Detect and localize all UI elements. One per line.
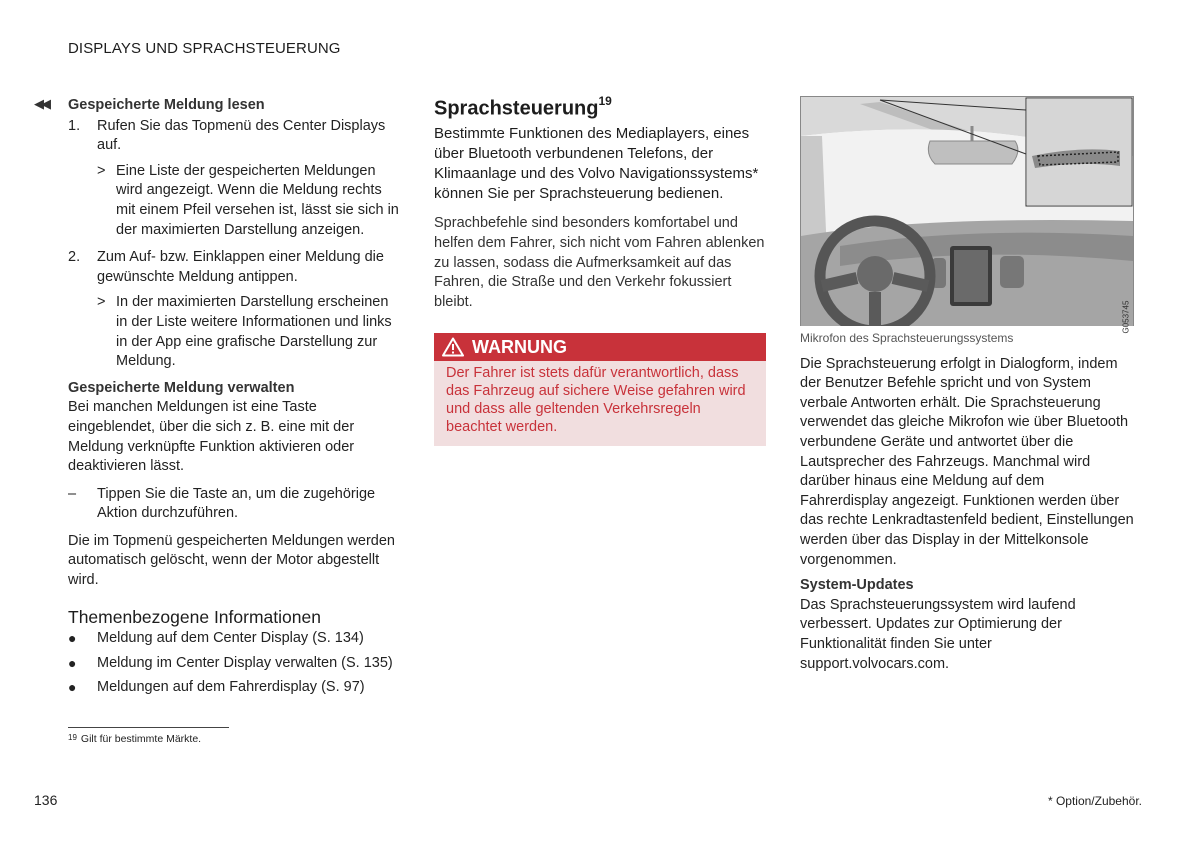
subheading-read-message: Gespeicherte Meldung lesen — [68, 97, 265, 113]
footnote-text: Gilt für bestimmte Märkte. — [80, 733, 202, 745]
bullet-icon: ● — [68, 679, 77, 696]
result-marker: > — [97, 294, 106, 311]
page-number: 136 — [34, 792, 58, 808]
right-column — [800, 96, 1134, 674]
step-text: Rufen Sie das Topmenü des Center Displays auf. — [97, 117, 386, 154]
step-2 — [68, 248, 403, 287]
subheading-manage-message: Gespeicherte Meldung verwalten — [68, 379, 295, 396]
warning-triangle-icon — [434, 337, 472, 357]
footnote-number: 19 — [68, 733, 77, 742]
warning-body — [434, 361, 766, 446]
footnote-ref[interactable]: 19 — [598, 94, 612, 108]
page-title — [434, 94, 766, 119]
warning-label: WARNUNG — [472, 336, 567, 357]
topic-link-3[interactable] — [68, 678, 403, 698]
bullet-icon: ● — [68, 654, 77, 671]
topic-link-text[interactable]: Meldungen auf dem Fahrerdisplay (S. 97) — [97, 679, 365, 696]
step-text: Zum Auf- bzw. Einklappen einer Meldung die gewünschte Meldung antippen. — [97, 249, 384, 285]
dash-item-text: Tippen Sie die Taste an, um die zugehörige Aktion durchzuführen. — [97, 485, 376, 522]
previous-page-arrows-icon[interactable]: ◀◀ — [34, 96, 48, 111]
footnote-divider — [68, 727, 229, 728]
option-note: * Option/Zubehör. — [1047, 794, 1142, 808]
figure-caption: Mikrofon des Sprachsteuerungssystems — [800, 331, 1014, 345]
microphone-illustration — [800, 96, 1134, 334]
related-topics-heading: Themenbezogene Informationen — [68, 606, 321, 627]
step-number: 2. — [68, 249, 81, 266]
step-2-result — [97, 293, 403, 371]
topic-link-text[interactable]: Meldung im Center Display verwalten (S. 135) — [97, 654, 393, 671]
car-interior-drawing — [800, 96, 1134, 326]
dash-marker: – — [68, 485, 77, 502]
left-column — [68, 96, 403, 698]
middle-column — [434, 94, 766, 446]
result-text: In der maximierten Darstellung erscheinen in der Liste weitere Informationen und links in der App eine grafische Darstellung zur Meldung. — [116, 294, 392, 370]
result-text: Eine Liste der gespeicherten Meldungen wird angezeigt. Wenn die Meldung rechts mit einem Pfeil versehen ist, lässt sie sich in der maximierten Darstellung anzeigen. — [116, 162, 399, 238]
topic-link-text[interactable]: Meldung auf dem Center Display (S. 134) — [97, 630, 364, 647]
bullet-icon: ● — [68, 630, 77, 647]
updates-paragraph: Das Sprachsteuerungssystem wird laufend verbessert. Updates zur Optimierung der Funktionalität finden Sie unter support.volvocars.com. — [800, 596, 1076, 672]
warning-header — [434, 333, 766, 361]
footnote — [68, 733, 201, 745]
page-title-text: Sprachsteuerung — [434, 97, 599, 120]
section-header: DISPLAYS UND SPRACHSTEUERUNG — [68, 40, 341, 57]
step-1 — [68, 117, 403, 156]
warning-text: Der Fahrer ist stets dafür verantwortlich, dass das Fahrzeug auf sichere Weise gefahren wird und dass alle geltenden Verkehrsregeln beachtet werden. — [446, 365, 746, 435]
result-marker: > — [97, 162, 106, 179]
topic-link-1[interactable] — [68, 629, 403, 649]
subheading-system-updates: System-Updates — [800, 577, 914, 594]
step-number: 1. — [68, 117, 81, 134]
topic-link-2[interactable] — [68, 654, 403, 674]
auto-delete-paragraph: Die im Topmenü gespeicherten Meldungen werden automatisch gelöscht, wenn der Motor abgestellt wird. — [68, 532, 395, 589]
dash-item — [68, 485, 403, 524]
manage-paragraph: Bei manchen Meldungen ist eine Taste eingeblendet, über die sich z. B. eine mit der Meldung verknüpfte Funktion aktivieren oder deaktivieren lässt. — [68, 399, 355, 475]
description-paragraph: Die Sprachsteuerung erfolgt in Dialogform, indem der Benutzer Befehle spricht und von System verbale Antworten erhält. Die Sprachsteuerung verwendet das gleiche Mikrofon wie über Bluetooth verbundene Geräte und antwortet über die Lautsprecher des Fahrzeugs. Manchmal wird darüber hinaus eine Meldung auf dem Fahrerdisplay angezeigt. Funktionen werden über das rechte Lenkradtastenfeld bedient, Einstellungen werden über das Display in der Mittelkonsole vorgenommen. — [800, 355, 1134, 568]
step-1-result — [97, 162, 403, 240]
intro-paragraph: Sprachbefehle sind besonders komfortabel und helfen dem Fahrer, sich nicht vom Fahren ablenken zu lassen, sodass die Aufmerksamkeit auf das Fahren, die Straße und den Verkehr fokussiert bleibt. — [434, 215, 765, 310]
figure-code: G053745 — [1121, 301, 1131, 334]
lead-paragraph: Bestimmte Funktionen des Mediaplayers, eines über Bluetooth verbundenen Telefons, der Klimaanlage und des Volvo Navigationssystems* können Sie per Sprachsteuerung bedienen. — [434, 125, 759, 202]
